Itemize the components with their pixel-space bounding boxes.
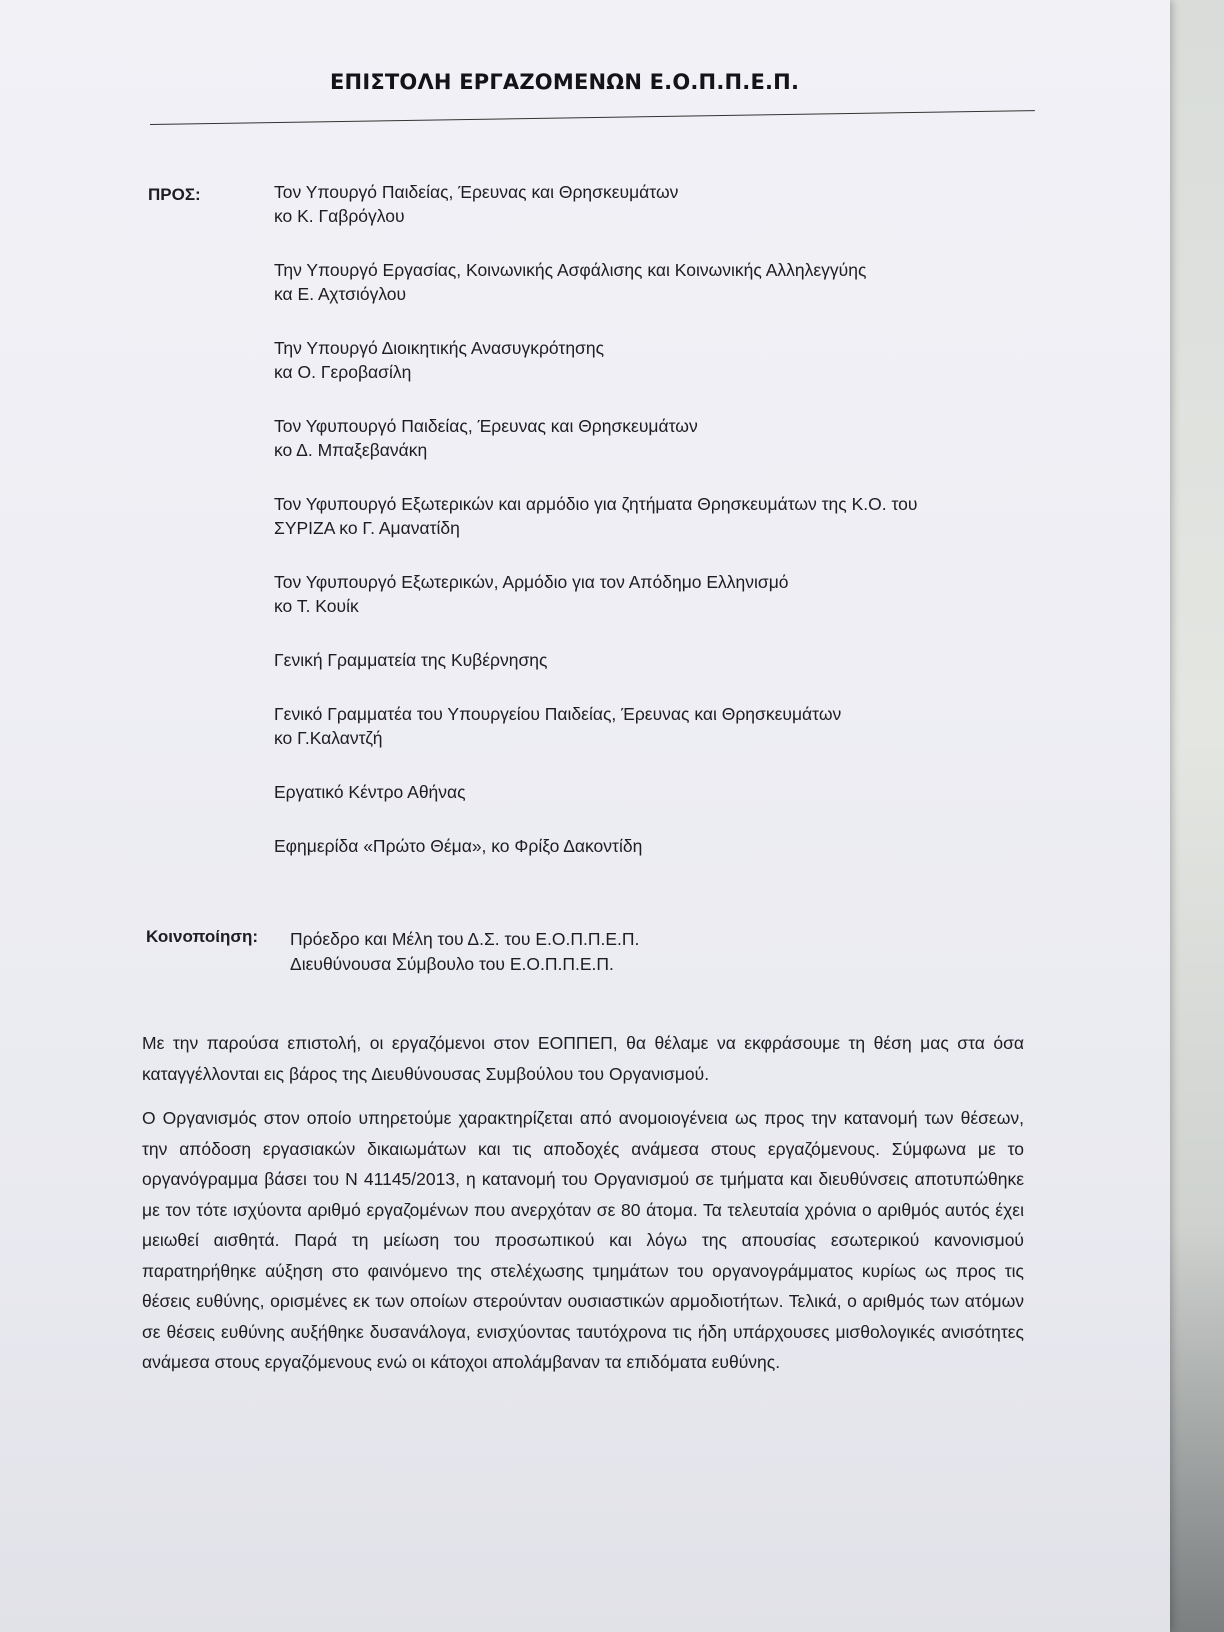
- recipient-item: [274, 702, 1054, 750]
- recipient-name: κο Δ. Μπαξεβανάκη: [274, 440, 428, 460]
- recipient-item: [274, 570, 1054, 618]
- recipient-item: [274, 648, 1054, 672]
- recipient-item: [274, 780, 1054, 804]
- body-paragraph: Με την παρούσα επιστολή, οι εργαζόμενοι στον ΕΟΠΠΕΠ, θα θέλαμε να εκφράσουμε τη θέση μας στα όσα καταγγέλλονται εις βάρος της Διευθύνουσας Συμβούλου του Οργανισμού.: [142, 1033, 1024, 1084]
- cc-list: [290, 927, 639, 977]
- recipient-title: Εργατικό Κέντρο Αθήνας: [274, 782, 466, 802]
- title-underline: [150, 110, 1035, 125]
- cc-item: Πρόεδρο και Μέλη του Δ.Σ. του Ε.Ο.Π.Π.Ε.Π.: [290, 929, 640, 949]
- recipient-item: [274, 180, 1054, 228]
- recipient-item: [274, 258, 1054, 306]
- recipient-title: Τον Υφυπουργό Παιδείας, Έρευνας και Θρησκευμάτων: [274, 416, 698, 436]
- letter-title: ΕΠΙΣΤΟΛΗ ΕΡΓΑΖΟΜΕΝΩΝ Ε.Ο.Π.Π.Ε.Π.: [330, 70, 800, 94]
- recipient-name: κα Ε. Αχτσιόγλου: [274, 284, 407, 304]
- recipient-title: Γενική Γραμματεία της Κυβέρνησης: [274, 650, 548, 670]
- recipient-title: Τον Υφυπουργό Εξωτερικών και αρμόδιο για ζητήματα Θρησκευμάτων της Κ.Ο. του: [274, 494, 918, 514]
- recipient-title: Την Υπουργό Διοικητικής Ανασυγκρότησης: [274, 338, 605, 358]
- recipient-item: [274, 414, 1054, 462]
- recipient-item: [274, 336, 1054, 384]
- recipient-name: ΣΥΡΙΖΑ κο Γ. Αμανατίδη: [274, 518, 460, 538]
- recipient-name: κο Κ. Γαβρόγλου: [274, 206, 405, 226]
- recipient-title: Τον Υφυπουργό Εξωτερικών, Αρμόδιο για τον Απόδημο Ελληνισμό: [274, 572, 789, 592]
- recipient-name: κα Ο. Γεροβασίλη: [274, 362, 412, 382]
- letter-body: [142, 1028, 1024, 1392]
- recipient-list: [274, 180, 1054, 858]
- recipient-item: [274, 492, 1054, 540]
- recipient-name: κο Τ. Κουίκ: [274, 596, 359, 616]
- recipient-title: Την Υπουργό Εργασίας, Κοινωνικής Ασφάλισης και Κοινωνικής Αλληλεγγύης: [274, 260, 867, 280]
- recipient-name: κο Γ.Καλαντζή: [274, 728, 383, 748]
- recipient-title: Γενικό Γραμματέα του Υπουργείου Παιδείας, Έρευνας και Θρησκευμάτων: [274, 704, 842, 724]
- body-paragraph: Ο Οργανισμός στον οποίο υπηρετούμε χαρακτηρίζεται από ανομοιογένεια ως προς την κατανομή των θέσεων, την απόδοση εργασιακών δικαιωμάτων και τις αποδοχές ανάμεσα στους εργαζόμενους. Σύμφωνα με το οργανόγραμμα βάσει του Ν 41145/2013, η κατανομή του Οργανισμού σε τμήματα και διευθύνσεις αποτυπώθηκε με τον τότε ισχύοντα αριθμό εργαζομένων που ανερχόταν σε 80 άτομα. Τα τελευταία χρόνια ο αριθμός αυτός έχει μειωθεί αισθητά. Παρά τη μείωση του προσωπικού και λόγω της απουσίας εσωτερικού κανονισμού παρατηρήθηκε αύξηση στο φαινόμενο της στελέχωσης τμημάτων του οργανογράμματος κυρίως ως προς τις θέσεις ευθύνης, ορισμένες εκ των οποίων στερούνταν ουσιαστικών αρμοδιοτήτων. Τελικά, ο αριθμός των ατόμων σε θέσεις ευθύνης αυξήθηκε δυσανάλογα, ενισχύοντας ταυτόχρονα τις ήδη υπάρχουσες μισθολογικές ανισότητες ανάμεσα στους εργαζόμενους ενώ οι κάτοχοι απολάμβαναν τα επιδόματα ευθύνης.: [142, 1108, 1024, 1372]
- recipient-title: Τον Υπουργό Παιδείας, Έρευνας και Θρησκευμάτων: [274, 182, 679, 202]
- cc-label: Κοινοποίηση:: [146, 927, 259, 946]
- recipient-item: [274, 834, 1054, 858]
- recipient-title: Εφημερίδα «Πρώτο Θέμα», κο Φρίξο Δακοντίδη: [274, 836, 643, 856]
- to-label: ΠΡΟΣ:: [148, 185, 201, 204]
- cc-item: Διευθύνουσα Σύμβουλο του Ε.Ο.Π.Π.Ε.Π.: [290, 954, 614, 974]
